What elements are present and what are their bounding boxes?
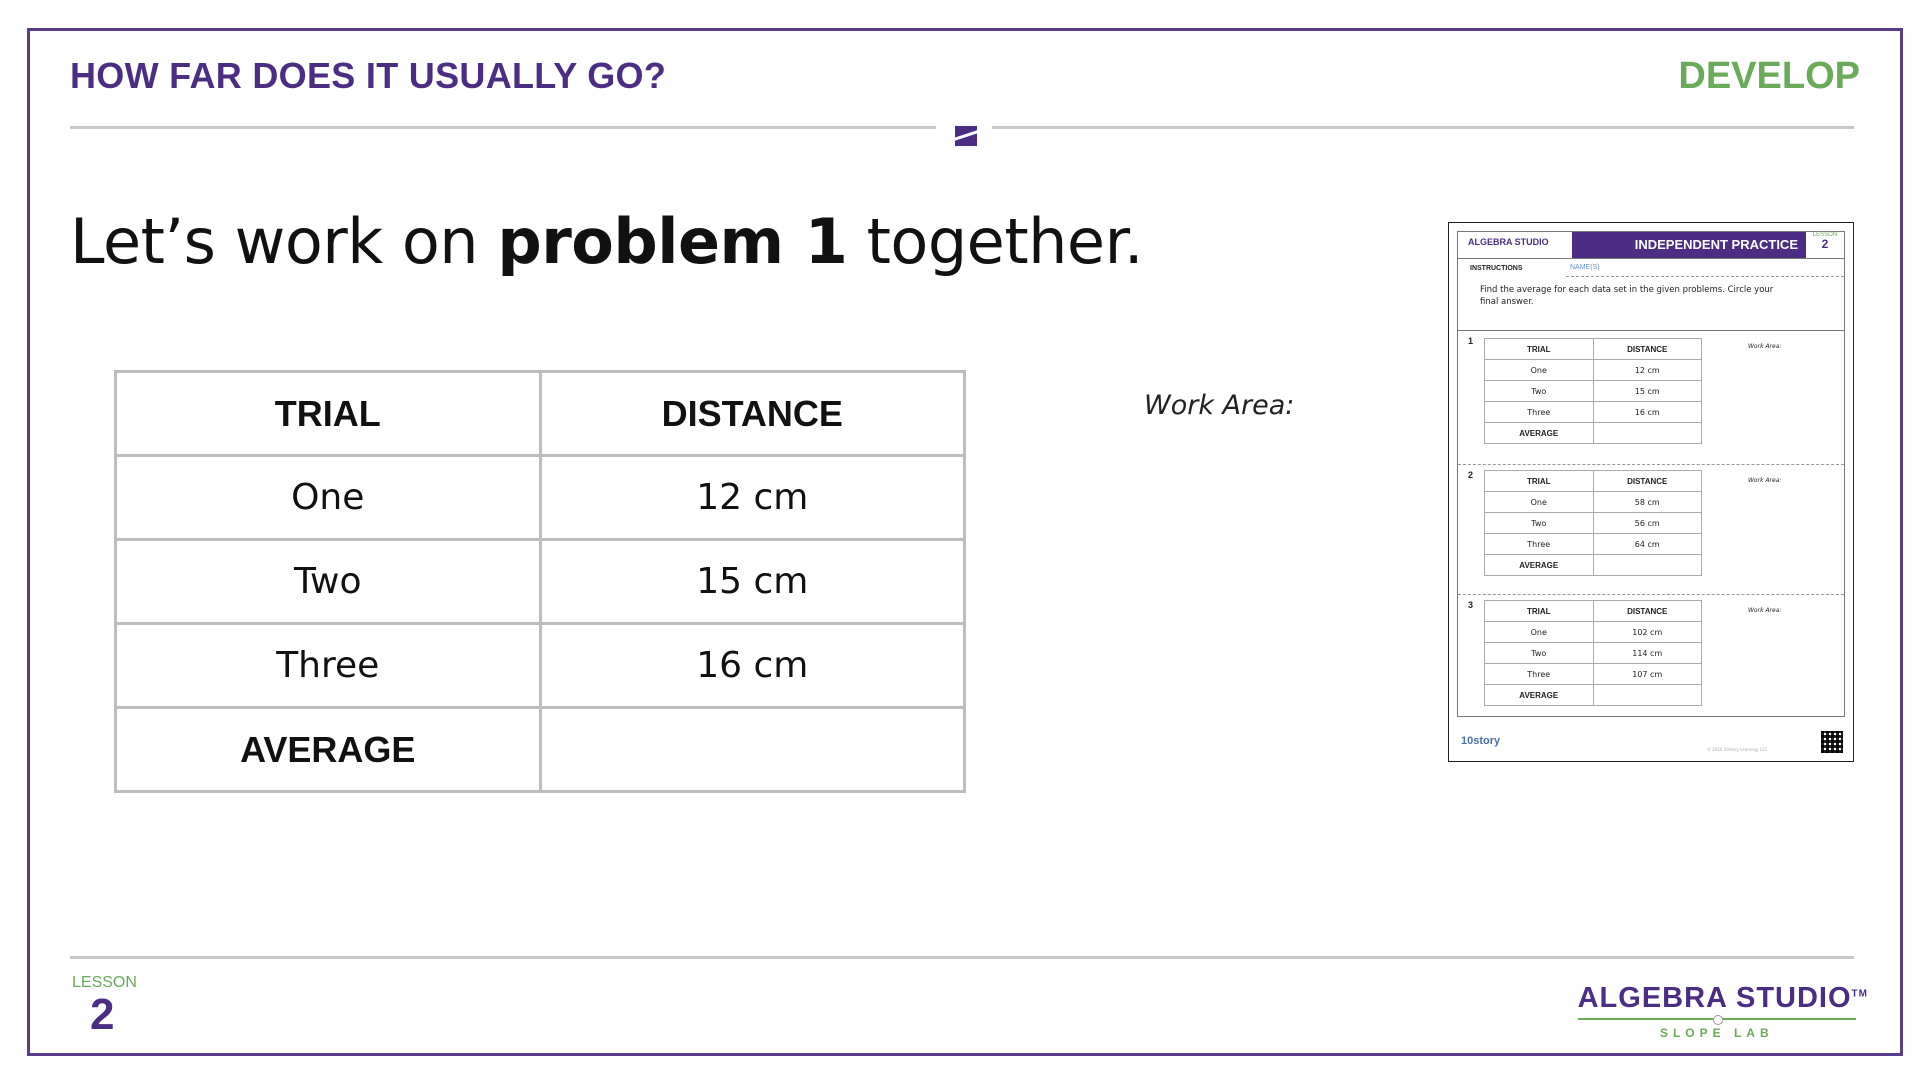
prompt-text (70, 205, 1143, 278)
footer-lesson-number: 2 (90, 990, 115, 1039)
worksheet-work-area-label: Work Area: (1748, 477, 1782, 484)
brand-name-text: ALGEBRA STUDIO (1577, 982, 1852, 1014)
mini-cell: Two (1485, 643, 1594, 664)
header-divider-left (70, 126, 936, 129)
brand-underline (1578, 1018, 1856, 1020)
mini-cell: AVERAGE (1485, 555, 1594, 576)
worksheet-lesson-label: LESSON (1812, 232, 1838, 238)
mini-cell: AVERAGE (1485, 423, 1594, 444)
work-area-label: Work Area: (1144, 390, 1295, 421)
average-row (116, 708, 965, 792)
mini-cell: 16 cm (1593, 402, 1702, 423)
mini-cell: 64 cm (1593, 534, 1702, 555)
mini-cell: Three (1485, 664, 1594, 685)
brand-trademark: TM (1851, 988, 1868, 1000)
mini-cell: 102 cm (1593, 622, 1702, 643)
worksheet-work-area-label: Work Area: (1748, 343, 1782, 350)
worksheet-banner: INDEPENDENT PRACTICE (1572, 232, 1806, 258)
mini-cell: AVERAGE (1485, 685, 1594, 706)
mini-cell (1593, 555, 1702, 576)
brand-subtitle: SLOPE LAB (1659, 1026, 1774, 1040)
worksheet-copyright: © 2020 10story Learning, LLC (1707, 747, 1768, 752)
worksheet-instructions-label: INSTRUCTIONS (1470, 265, 1523, 272)
worksheet-name-label: NAME(S) (1570, 264, 1600, 271)
worksheet-header (1458, 232, 1844, 258)
column-header-distance: DISTANCE (540, 372, 965, 456)
worksheet-instructions: Find the average for each data set in the given problems. Circle your final answer. (1480, 285, 1774, 307)
average-label-cell: AVERAGE (116, 708, 541, 792)
mini-cell (1593, 685, 1702, 706)
mini-cell: One (1485, 360, 1594, 381)
distance-cell: 16 cm (540, 624, 965, 708)
phase-tag: DEVELOP (1678, 55, 1860, 97)
mini-cell: 15 cm (1593, 381, 1702, 402)
mini-cell: One (1485, 622, 1594, 643)
mini-header-distance: DISTANCE (1593, 339, 1702, 360)
brand-logo (1578, 982, 1868, 1040)
prompt-bold: problem 1 (497, 205, 848, 278)
problem-number: 1 (1468, 336, 1474, 346)
mini-cell: Three (1485, 534, 1594, 555)
worksheet-table (1484, 470, 1702, 576)
table-header-row (116, 372, 965, 456)
mini-header-trial: TRIAL (1485, 471, 1594, 492)
mini-cell: 58 cm (1593, 492, 1702, 513)
worksheet-thumbnail (1448, 222, 1854, 762)
worksheet-table (1484, 338, 1702, 444)
problem-number: 3 (1468, 600, 1474, 610)
worksheet-body (1457, 231, 1845, 717)
mini-cell (1593, 423, 1702, 444)
mini-cell: 107 cm (1593, 664, 1702, 685)
trial-cell: One (116, 456, 541, 540)
prompt-after: together. (847, 205, 1144, 278)
qr-code-icon (1821, 731, 1843, 753)
table-row (116, 456, 965, 540)
footer-divider (70, 956, 1854, 959)
mini-cell: Three (1485, 402, 1594, 423)
trial-cell: Three (116, 624, 541, 708)
trial-cell: Two (116, 540, 541, 624)
mini-cell: 56 cm (1593, 513, 1702, 534)
worksheet-rule (1458, 330, 1844, 331)
slide-title: HOW FAR DOES IT USUALLY GO? (70, 55, 667, 96)
mini-cell: 114 cm (1593, 643, 1702, 664)
mini-header-trial: TRIAL (1485, 601, 1594, 622)
worksheet-problem-divider (1458, 594, 1844, 595)
mini-cell: One (1485, 492, 1594, 513)
worksheet-name-rule (1566, 276, 1844, 277)
problem-number: 2 (1468, 470, 1474, 480)
mini-cell: Two (1485, 381, 1594, 402)
worksheet-problem-divider (1458, 464, 1844, 465)
mini-cell: 12 cm (1593, 360, 1702, 381)
mini-header-distance: DISTANCE (1593, 471, 1702, 492)
header-divider-right (992, 126, 1854, 129)
table-row (116, 624, 965, 708)
prompt-before: Let’s work on (70, 205, 498, 278)
distance-cell: 12 cm (540, 456, 965, 540)
mini-cell: Two (1485, 513, 1594, 534)
divider-logo-icon (955, 126, 977, 146)
footer-lesson-label: LESSON (72, 974, 137, 991)
distance-table (114, 370, 966, 793)
table-row (116, 540, 965, 624)
mini-header-trial: TRIAL (1485, 339, 1594, 360)
worksheet-lesson-badge (1806, 232, 1844, 258)
worksheet-lesson-number: 2 (1821, 237, 1829, 251)
column-header-trial: TRIAL (116, 372, 541, 456)
distance-cell: 15 cm (540, 540, 965, 624)
mini-header-distance: DISTANCE (1593, 601, 1702, 622)
average-value-cell (540, 708, 965, 792)
worksheet-footer-logo: 10story (1461, 735, 1501, 747)
worksheet-logo: ALGEBRA STUDIO (1468, 237, 1549, 247)
worksheet-rule (1458, 258, 1844, 259)
worksheet-work-area-label: Work Area: (1748, 607, 1782, 614)
worksheet-table (1484, 600, 1702, 706)
brand-name (1578, 982, 1868, 1015)
